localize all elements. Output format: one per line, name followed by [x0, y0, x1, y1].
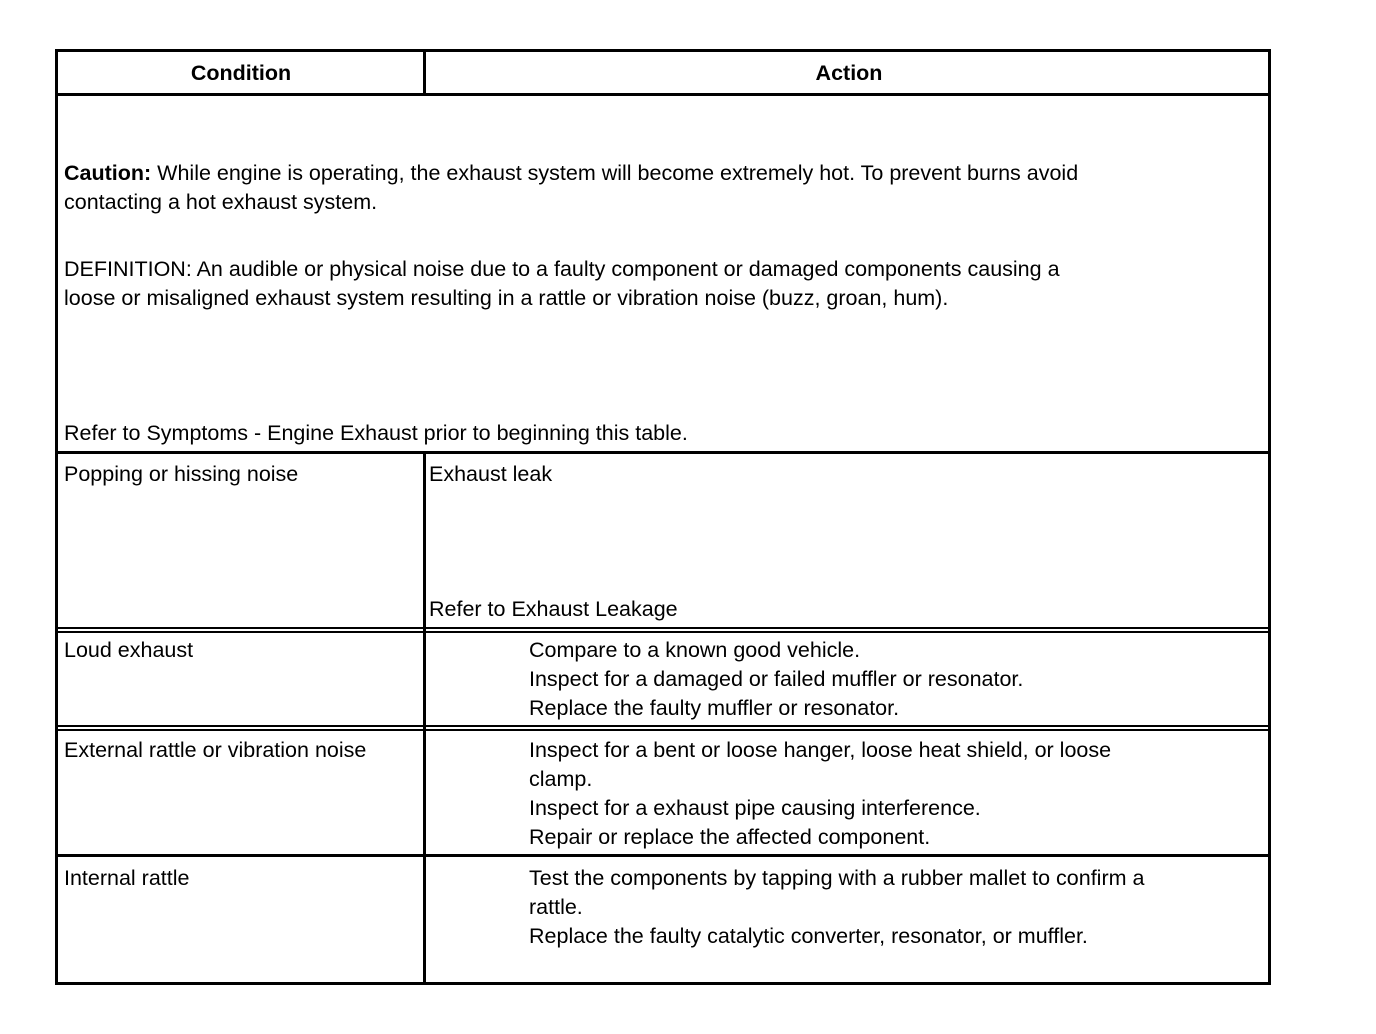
step-text: Compare to a known good vehicle.: [529, 638, 861, 662]
refer-symptoms: [64, 419, 1264, 448]
step-text: Inspect for a damaged or failed muffler or resonator.: [529, 667, 1024, 691]
row-action: [429, 460, 1259, 489]
header-action: Action: [815, 61, 883, 85]
step-text: Inspect for a exhaust pipe causing interference.: [529, 796, 981, 820]
action-refer-text: Refer to Exhaust Leakage: [429, 597, 678, 621]
header-rule: [58, 93, 1268, 96]
caution-label: Caution:: [64, 161, 152, 185]
condition-text: Popping or hissing noise: [64, 462, 299, 486]
definition-line-2: loose or misaligned exhaust system resulting in a rattle or vibration noise (buzz, groan, hum).: [64, 286, 949, 310]
step-text: Repair or replace the affected component.: [529, 825, 931, 849]
refer-symptoms-text: Refer to Symptoms - Engine Exhaust prior to beginning this table.: [64, 421, 688, 445]
step-text: Replace the faulty catalytic converter, resonator, or muffler.: [529, 924, 1088, 948]
intro-rule: [58, 451, 1268, 454]
header-divider: [423, 52, 426, 94]
caution-text: While engine is operating, the exhaust system will become extremely hot. To prevent burns avoid: [151, 161, 1079, 185]
row-rule: [58, 854, 1268, 857]
row-condition: [64, 636, 419, 665]
caution-note: [64, 159, 1264, 217]
row-condition: [64, 736, 419, 765]
row-rule: [58, 725, 1268, 727]
row-steps: [429, 864, 1259, 951]
step-text: Test the components by tapping with a rubber mallet to confirm a: [529, 866, 1145, 890]
definition: [64, 255, 1264, 313]
condition-text: Loud exhaust: [64, 638, 194, 662]
row-rule: [58, 631, 1268, 633]
action-text: Exhaust leak: [429, 462, 553, 486]
header-condition: Condition: [190, 61, 292, 85]
condition-text: Internal rattle: [64, 866, 190, 890]
definition-line-1: DEFINITION: An audible or physical noise due to a faulty component or damaged components causing a: [64, 257, 1060, 281]
row-rule: [58, 627, 1268, 629]
row-steps: [429, 636, 1259, 723]
caution-text-cont: contacting a hot exhaust system.: [64, 190, 378, 214]
row-steps: [429, 736, 1259, 852]
step-text: Inspect for a bent or loose hanger, loose heat shield, or loose: [529, 738, 1112, 762]
row-condition: [64, 864, 419, 893]
row-action-refer: [429, 595, 1259, 624]
step-text: rattle.: [529, 895, 583, 919]
column-divider: [423, 451, 426, 985]
row-rule: [58, 729, 1268, 731]
row-condition: [64, 460, 419, 489]
step-text: clamp.: [529, 767, 593, 791]
diagnostic-table: [55, 49, 1271, 985]
condition-text: External rattle or vibration noise: [64, 738, 367, 762]
step-text: Replace the faulty muffler or resonator.: [529, 696, 900, 720]
